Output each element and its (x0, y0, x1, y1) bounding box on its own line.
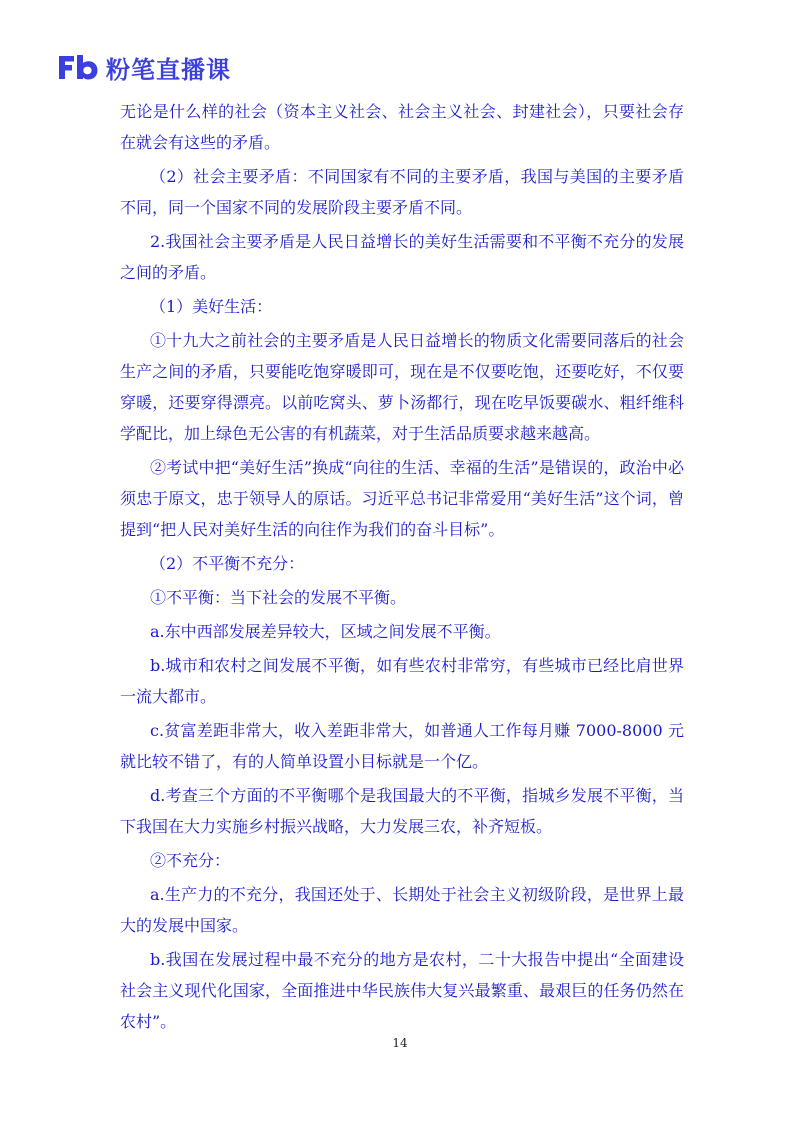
paragraph-unbalanced: ①不平衡：当下社会的发展不平衡。 (150, 588, 407, 607)
fb-logo-icon (56, 52, 100, 82)
paragraph-good-life-1: ①十九大之前社会的主要矛盾是人民日益增长的物质文化需要同落后的社会生产之间的矛盾，只要能吃饱穿暖即可，现在是不仅要吃饱，还要吃好，不仅要穿暖，还要穿得漂亮。以前吃窝头、萝卜汤都行，现在吃早饭要碳水、粗纤维科学配比，加上绿色无公害的有机蔬菜，对于生活品质要求越来越高。 (120, 331, 684, 443)
list-item-b-insufficient: b.我国在发展过程中最不充分的地方是农村，二十大报告中提出“全面建设社会主义现代化国家，全面推进中华民族伟大复兴最繁重、最艰巨的任务仍然在农村”。 (120, 950, 684, 1031)
page-number: 14 (392, 1036, 408, 1050)
subheading-unbalanced: （2）不平衡不充分： (150, 554, 305, 573)
list-item-d: d.考查三个方面的不平衡哪个是我国最大的不平衡，指城乡发展不平衡，当下我国在大力实施乡村振兴战略，大力发展三农，补齐短板。 (120, 786, 684, 836)
list-item-c: c.贫富差距非常大，收入差距非常大，如普通人工作每月赚 7000-8000 元就比较不错了，有的人简单设置小目标就是一个亿。 (120, 721, 684, 771)
subheading-good-life: （1）美好生活： (150, 297, 273, 316)
list-item-a: a.东中西部发展差异较大，区域之间发展不平衡。 (150, 622, 501, 641)
paragraph-good-life-2: ②考试中把“美好生活”换成“向往的生活、幸福的生活”是错误的，政治中必须忠于原文，忠于领导人的原话。习近平总书记非常爱用“美好生活”这个词，曾提到“把人民对美好生活的向往作为我们的奋斗目标”。 (120, 458, 684, 539)
list-item-a-insufficient: a.生产力的不充分，我国还处于、长期处于社会主义初级阶段，是世界上最大的发展中国家。 (120, 885, 684, 935)
paragraph-point-2: 2.我国社会主要矛盾是人民日益增长的美好生活需要和不平衡不充分的发展之间的矛盾。 (120, 232, 684, 282)
subheading-insufficient: ②不充分： (150, 851, 231, 870)
paragraph-continuation: 无论是什么样的社会（资本主义社会、社会主义社会、封建社会），只要社会存在就会有这些的矛盾。 (120, 102, 684, 152)
body-text (120, 96, 684, 1040)
paragraph-main-contradiction: （2）社会主要矛盾：不同国家有不同的主要矛盾，我国与美国的主要矛盾不同，同一个国家不同的发展阶段主要矛盾不同。 (120, 167, 684, 217)
list-item-b: b.城市和农村之间发展不平衡，如有些农村非常穷，有些城市已经比肩世界一流大都市。 (120, 656, 684, 706)
brand-name: 粉笔直播课 (106, 55, 231, 84)
brand-header (56, 50, 231, 84)
